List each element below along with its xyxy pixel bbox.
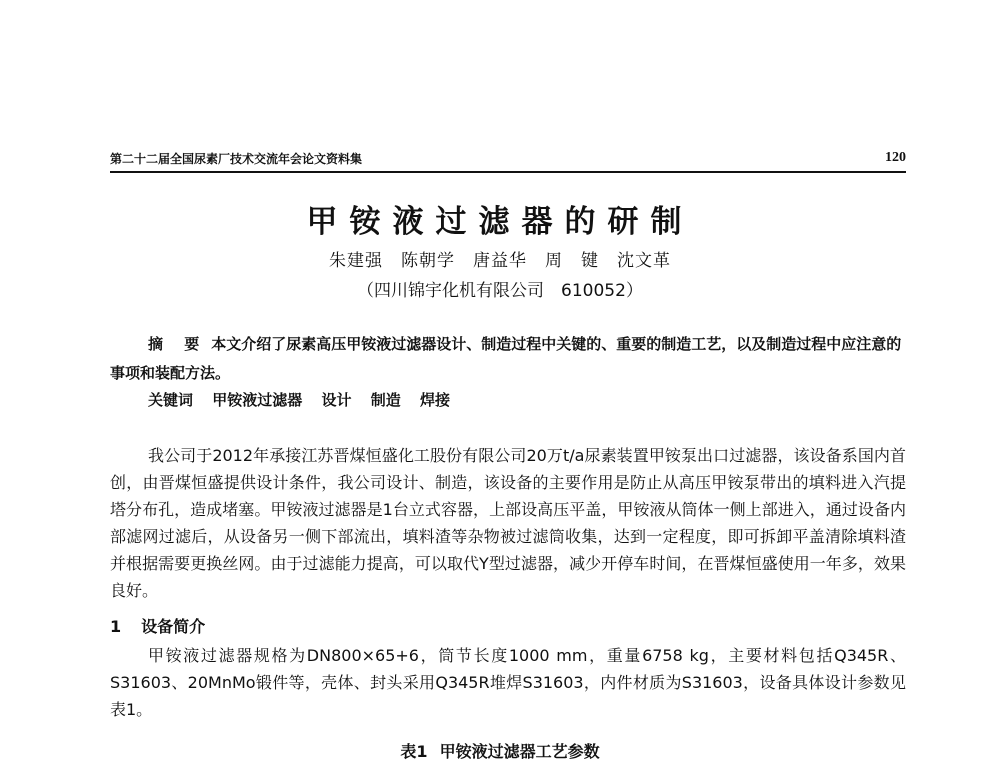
body-paragraph: 甲铵液过滤器规格为DN800×65+6，筒节长度1000 mm，重量6758 kg，主要材料包括Q345R、S31603、20MnMo锻件等，壳体、封头采用Q345R堆焊S31603，内件材质为S31603，设备具体设计参数见表1。 [110, 646, 906, 719]
paper-title: 甲铵液过滤器的研制 [306, 204, 694, 240]
table-caption [0, 739, 1000, 762]
keywords [148, 389, 908, 410]
keywords-label: 关键词 [148, 391, 194, 409]
header-rule [110, 171, 906, 173]
keyword-item: 焊接 [420, 391, 451, 409]
keyword-item: 设计 [321, 391, 352, 409]
table-number: 表1 [400, 742, 428, 761]
section-title: 设备简介 [141, 617, 206, 636]
author-list: 朱建强 陈朝学 唐益华 周 键 沈文革 [329, 251, 671, 271]
affiliation: （四川锦宇化机有限公司 610052） [357, 281, 643, 301]
section-number: 1 [110, 617, 122, 636]
abstract-label: 摘 要 [148, 335, 208, 353]
keyword-item: 甲铵液过滤器 [212, 391, 303, 409]
running-header [110, 150, 906, 172]
table-title: 甲铵液过滤器工艺参数 [439, 742, 600, 761]
abstract-text: 本文介绍了尿素高压甲铵液过滤器设计、制造过程中关键的、重要的制造工艺，以及制造过程中应注意的事项和装配方法。 [110, 335, 902, 382]
section-heading [110, 614, 205, 637]
page-number: 120 [885, 150, 906, 165]
abstract [110, 330, 906, 388]
keyword-item: 制造 [370, 391, 401, 409]
journal-title: 第二十二届全国尿素厂技术交流年会论文资料集 [110, 152, 363, 166]
body-paragraph: 我公司于2012年承接江苏晋煤恒盛化工股份有限公司20万t/a尿素装置甲铵泵出口过滤器，该设备系国内首创，由晋煤恒盛提供设计条件，我公司设计、制造，该设备的主要作用是防止从高压甲铵泵带出的填料进入汽提塔分布孔，造成堵塞。甲铵液过滤器是1台立式容器，上部设高压平盖，甲铵液从筒体一侧上部进入，通过设备内部滤网过滤后，从设备另一侧下部流出，填料渣等杂物被过滤筒收集，达到一定程度，即可拆卸平盖清除填料渣并根据需要更换丝网。由于过滤能力提高，可以取代Y型过滤器，减少开停车时间，在晋煤恒盛使用一年多，效果良好。 [110, 446, 906, 600]
